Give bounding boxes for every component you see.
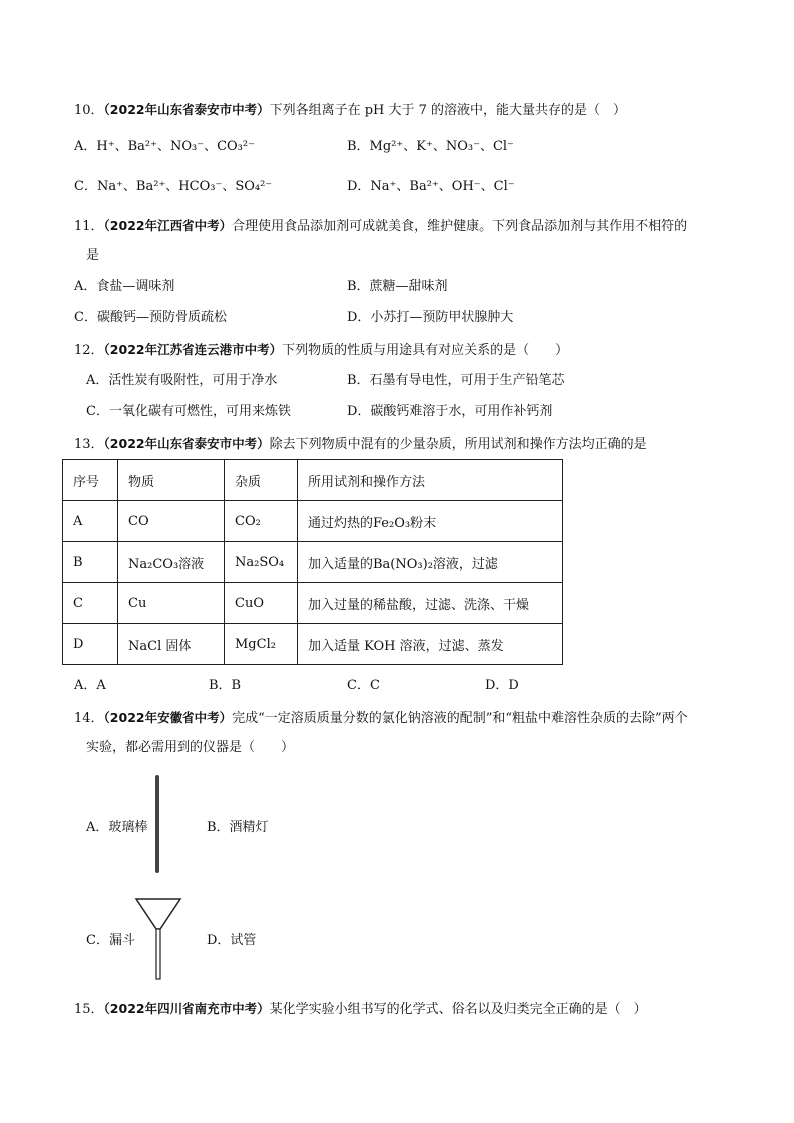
header-cell-substance: 物质	[118, 460, 225, 501]
q11-option-d: D．小苏打—预防甲状腺肿大	[347, 310, 514, 325]
q14-stem	[74, 708, 688, 729]
q14-option-c: C．漏斗	[86, 933, 135, 948]
q11-option-c: C．碳酸钙—预防骨质疏松	[74, 310, 227, 325]
q10-source: （2022年山东省泰安市中考）	[103, 102, 270, 117]
table-cell: A	[63, 501, 118, 542]
table-row	[63, 501, 563, 542]
q14-option-d: D．试管	[207, 933, 257, 948]
table-cell: Na₂SO₄	[225, 542, 298, 583]
q10-stem	[74, 100, 626, 121]
table-cell: CuO	[225, 583, 298, 624]
table-cell: C	[63, 583, 118, 624]
q12-text: 下列物质的性质与用途具有对应关系的是（ ）	[282, 343, 569, 358]
q14-number: 14．	[74, 711, 104, 726]
header-cell-method: 所用试剂和操作方法	[298, 460, 563, 501]
funnel-icon	[134, 897, 182, 981]
table-cell: MgCl₂	[225, 624, 298, 665]
q12-number: 12．	[74, 343, 104, 358]
table-cell: CO	[118, 501, 225, 542]
table-cell: B	[63, 542, 118, 583]
table-row	[63, 583, 563, 624]
table-cell: 加入适量 KOH 溶液，过滤、蒸发	[298, 624, 563, 665]
q11-number: 11．	[74, 219, 104, 234]
table-cell: 加入过量的稀盐酸，过滤、洗涤、干燥	[298, 583, 563, 624]
q15-stem	[74, 999, 647, 1020]
table-cell: 加入适量的Ba(NO₃)₂溶液，过滤	[298, 542, 563, 583]
table-cell: NaCl 固体	[118, 624, 225, 665]
q11-text: 合理使用食品添加剂可成就美食，维护健康。下列食品添加剂与其作用不相符的	[232, 219, 688, 234]
q13-number: 13．	[74, 437, 104, 452]
table-cell: 通过灼热的Fe₂O₃粉末	[298, 501, 563, 542]
q12-option-b: B．石墨有导电性，可用于生产铅笔芯	[347, 373, 565, 388]
q13-table	[62, 459, 563, 665]
q11-stem-continued: 是	[86, 248, 100, 263]
q15-source: （2022年四川省南充市中考）	[103, 1001, 270, 1016]
q15-text: 某化学实验小组书写的化学式、俗名以及归类完全正确的是（ ）	[269, 1002, 647, 1017]
q12-source: （2022年江苏省连云港市中考）	[103, 342, 283, 357]
q13-option-c: C．C	[347, 678, 380, 693]
q15-number: 15．	[74, 1002, 104, 1017]
q11-option-b: B．蔗糖—甜味剂	[347, 279, 448, 294]
q14-source: （2022年安徽省中考）	[103, 710, 233, 725]
q13-text: 除去下列物质中混有的少量杂质，所用试剂和操作方法均正确的是	[269, 437, 647, 452]
q14-option-a: A．玻璃棒	[86, 820, 148, 835]
table-cell: D	[63, 624, 118, 665]
header-cell-impurity: 杂质	[225, 460, 298, 501]
q10-option-b: B．Mg²⁺、K⁺、NO₃⁻、Cl⁻	[347, 139, 514, 154]
q14-text: 完成“一定溶质质量分数的氯化钠溶液的配制”和“粗盐中难溶性杂质的去除”两个	[232, 711, 688, 726]
glass-rod-icon	[155, 775, 159, 873]
q14-stem-continued: 实验，都必需用到的仪器是（ ）	[86, 740, 295, 755]
q13-option-d: D．D	[485, 678, 519, 693]
table-row	[63, 542, 563, 583]
table-header-row	[63, 460, 563, 501]
q13-option-a: A．A	[74, 678, 106, 693]
funnel-cone	[136, 899, 180, 929]
q10-text: 下列各组离子在 pH 大于 7 的溶液中，能大量共存的是（ ）	[269, 103, 627, 118]
q11-option-a: A．食盐—调味剂	[74, 279, 175, 294]
q14-option-b: B．酒精灯	[207, 820, 269, 835]
q12-option-c: C．一氧化碳有可燃性，可用来炼铁	[86, 404, 291, 419]
q10-number: 10．	[74, 103, 104, 118]
q11-source: （2022年江西省中考）	[103, 218, 233, 233]
q10-option-c: C．Na⁺、Ba²⁺、HCO₃⁻、SO₄²⁻	[74, 179, 273, 194]
table-row	[63, 624, 563, 665]
table-cell: CO₂	[225, 501, 298, 542]
table-cell: Na₂CO₃溶液	[118, 542, 225, 583]
q10-option-d: D．Na⁺、Ba²⁺、OH⁻、Cl⁻	[347, 179, 515, 194]
q13-option-b: B．B	[209, 678, 242, 693]
q13-source: （2022年山东省泰安市中考）	[103, 436, 270, 451]
q12-option-a: A．活性炭有吸附性，可用于净水	[86, 373, 278, 388]
q12-option-d: D．碳酸钙难溶于水，可用作补钙剂	[347, 404, 553, 419]
funnel-stem	[156, 929, 160, 979]
q12-stem	[74, 340, 568, 361]
table-cell: Cu	[118, 583, 225, 624]
header-cell-number: 序号	[63, 460, 118, 501]
q11-stem	[74, 216, 687, 237]
q10-option-a: A．H⁺、Ba²⁺、NO₃⁻、CO₃²⁻	[74, 139, 255, 154]
q13-stem	[74, 434, 647, 455]
